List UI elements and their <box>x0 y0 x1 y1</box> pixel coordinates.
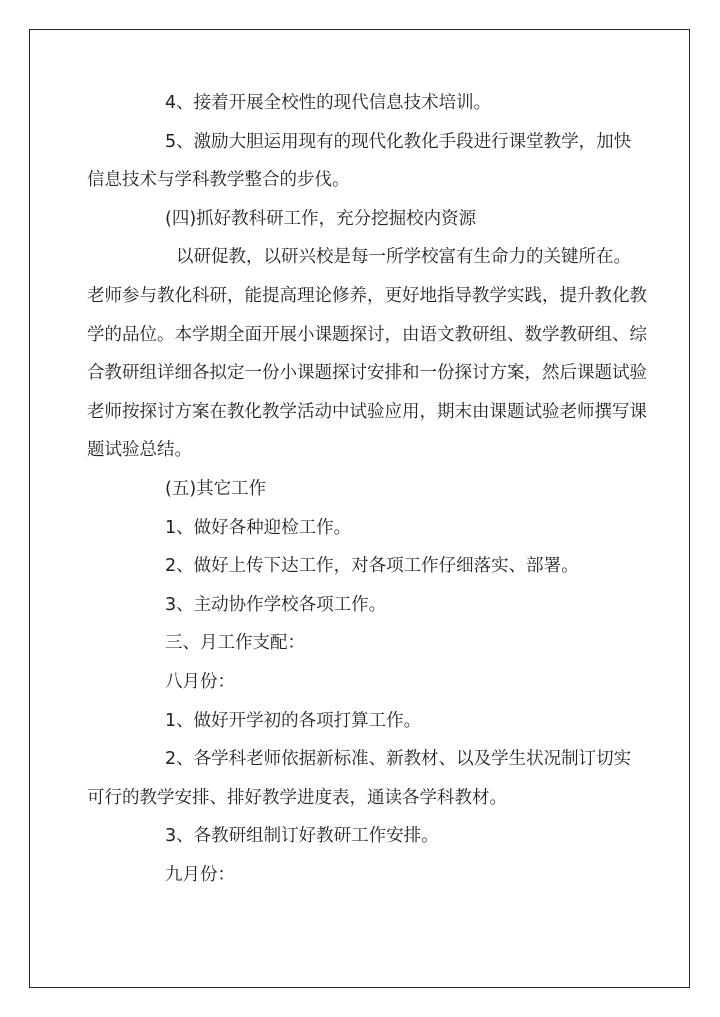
month-heading-august: 八月份： <box>165 671 235 692</box>
paragraph-research: 以研促教，以研兴校是每一所学校富有生命力的关键所在。老师参与教化科研，能提高理论修养，更好地指导教学实践，提升教化教学的品位。本学期全面开展小课题探讨，由语文教研组、数学教研组、综合教研组详细各拟定一份小课题探讨安排和一份探讨方案，然后课题试验老师按探讨方案在教化教学活动中试验应用，期末由课题试验老师撰写课题试验总结。 <box>87 247 647 461</box>
paragraph-august-3: 3、各教研组制订好教研工作安排。 <box>165 826 439 847</box>
paragraph-other-1: 1、做好各种迎检工作。 <box>165 517 352 538</box>
paragraph-item-4: 4、接着开展全校性的现代信息技术培训。 <box>165 93 492 113</box>
paragraph-other-3: 3、主动协作学校各项工作。 <box>165 594 387 615</box>
paragraph-item-5: 5、激励大胆运用现有的现代化教化手段进行课堂教学，加快信息技术与学科教学整合的步伐。 <box>87 131 632 191</box>
section-heading-5: (五)其它工作 <box>165 478 267 499</box>
paragraph-other-2: 2、做好上传下达工作，对各项工作仔细落实、部署。 <box>165 556 579 577</box>
document-body <box>87 84 647 894</box>
section-heading-4: (四)抓好教科研工作，充分挖掘校内资源 <box>165 208 477 229</box>
paragraph-august-1: 1、做好开学初的各项打算工作。 <box>165 710 422 731</box>
month-heading-september: 九月份： <box>165 864 235 885</box>
section-heading-monthly: 三、月工作支配： <box>165 633 305 654</box>
paragraph-august-2: 2、各学科老师依据新标准、新教材、以及学生状况制订切实可行的教学安排、排好教学进度表，通读各学科教材。 <box>87 749 632 808</box>
